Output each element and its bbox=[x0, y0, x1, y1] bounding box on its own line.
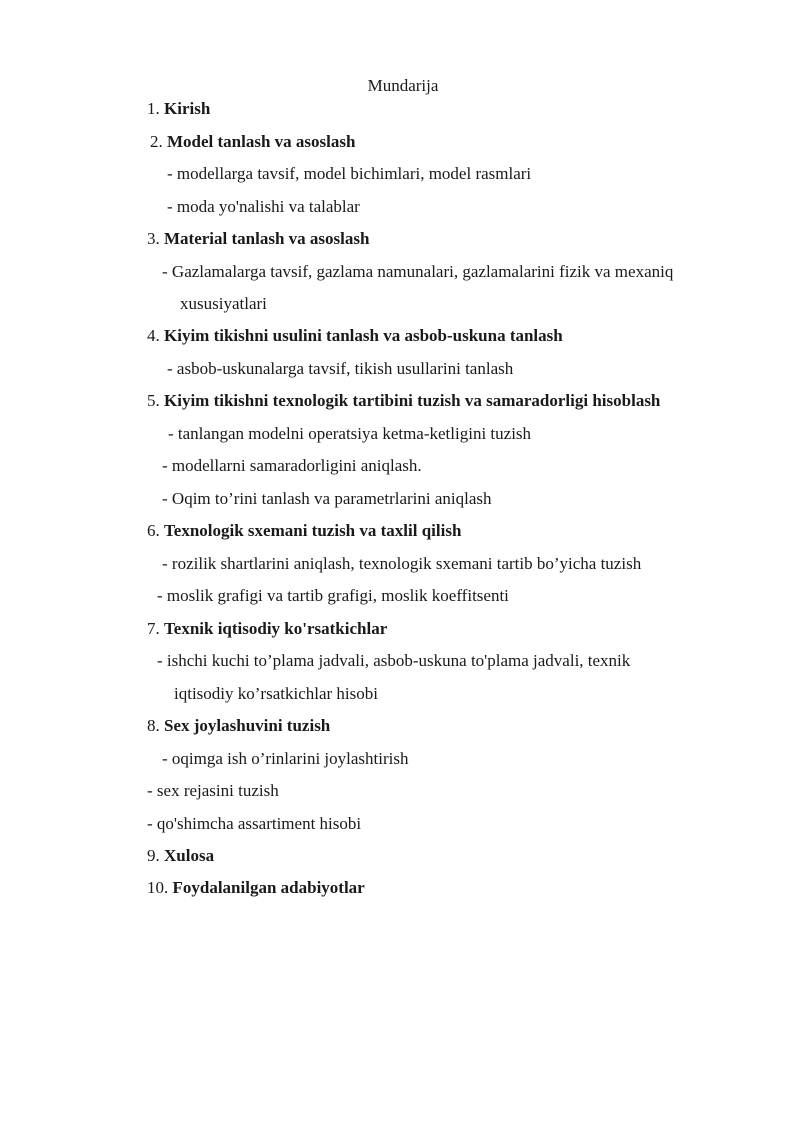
toc-subitem bbox=[167, 196, 360, 218]
toc-number: 8. bbox=[147, 716, 164, 735]
toc-subitem bbox=[157, 650, 630, 672]
toc-number: 1. bbox=[147, 99, 164, 118]
toc-text: - sex rejasini tuzish bbox=[147, 781, 279, 800]
toc-number: 6. bbox=[147, 521, 164, 540]
toc-number: 3. bbox=[147, 229, 164, 248]
toc-section bbox=[147, 228, 369, 250]
toc-text: Kiyim tikishni usulini tanlash va asbob-uskuna tanlash bbox=[164, 326, 563, 345]
toc-text: Material tanlash va asoslash bbox=[164, 229, 370, 248]
toc-subitem bbox=[167, 358, 513, 380]
toc-subitem bbox=[174, 683, 378, 705]
toc-subitem bbox=[162, 261, 673, 283]
toc-subitem bbox=[180, 293, 267, 315]
toc-text: - oqimga ish o’rinlarini joylashtirish bbox=[162, 749, 409, 768]
toc-section bbox=[147, 520, 461, 542]
toc-number: 10. bbox=[147, 878, 173, 897]
toc-text: iqtisodiy ko’rsatkichlar hisobi bbox=[174, 684, 378, 703]
toc-text: - Oqim to’rini tanlash va parametrlarini aniqlash bbox=[162, 489, 492, 508]
toc-subitem bbox=[147, 780, 279, 802]
toc-section bbox=[147, 98, 210, 120]
toc-text: - modellarga tavsif, model bichimlari, model rasmlari bbox=[167, 164, 532, 183]
toc-text: - modellarni samaradorligini aniqlash. bbox=[162, 456, 422, 475]
toc-text: Foydalanilgan adabiyotlar bbox=[172, 878, 365, 897]
toc-text: - tanlangan modelni operatsiya ketma-ketligini tuzish bbox=[168, 424, 532, 443]
toc-text: - rozilik shartlarini aniqlash, texnologik sxemani tartib bo’yicha tuzish bbox=[162, 554, 642, 573]
toc-text: - moda yo'nalishi va talablar bbox=[167, 197, 360, 216]
toc-text: Xulosa bbox=[164, 846, 215, 865]
toc-subitem bbox=[162, 488, 492, 510]
toc-section bbox=[147, 715, 330, 737]
toc-section bbox=[147, 325, 563, 347]
toc-subitem bbox=[162, 553, 641, 575]
toc-text: Sex joylashuvini tuzish bbox=[164, 716, 331, 735]
toc-text: Model tanlash va asoslash bbox=[167, 132, 356, 151]
toc-text: Kirish bbox=[164, 99, 211, 118]
toc-text: Texnik iqtisodiy ko'rsatkichlar bbox=[164, 619, 388, 638]
toc-text: xususiyatlari bbox=[180, 294, 267, 313]
toc-subitem bbox=[162, 748, 408, 770]
toc-number: 4. bbox=[147, 326, 164, 345]
toc-subitem bbox=[157, 585, 509, 607]
toc-text: Texnologik sxemani tuzish va taxlil qilish bbox=[164, 521, 462, 540]
toc-text: - qo'shimcha assartiment hisobi bbox=[147, 814, 362, 833]
toc-text: - ishchi kuchi to’plama jadvali, asbob-uskuna to'plama jadvali, texnik bbox=[157, 651, 631, 670]
toc-text: Kiyim tikishni texnologik tartibini tuzish va samaradorligi hisoblash bbox=[164, 391, 661, 410]
toc-number: 9. bbox=[147, 846, 164, 865]
toc-number: 2. bbox=[150, 132, 167, 151]
toc-text: - moslik grafigi va tartib grafigi, moslik koeffitsenti bbox=[157, 586, 509, 605]
toc-text: - asbob-uskunalarga tavsif, tikish usullarini tanlash bbox=[167, 359, 514, 378]
toc-section bbox=[150, 131, 355, 153]
toc-section bbox=[147, 845, 214, 867]
toc-section bbox=[147, 618, 387, 640]
toc-number: 7. bbox=[147, 619, 164, 638]
toc-number: 5. bbox=[147, 391, 164, 410]
toc-subitem bbox=[168, 423, 531, 445]
toc-subitem bbox=[162, 455, 422, 477]
toc-text: - Gazlamalarga tavsif, gazlama namunalari, gazlamalarini fizik va mexaniq bbox=[162, 262, 674, 281]
toc-subitem bbox=[147, 813, 361, 835]
page-title: Mundarija bbox=[367, 76, 439, 95]
toc-section bbox=[147, 390, 660, 412]
toc-section bbox=[147, 877, 365, 899]
toc-subitem bbox=[167, 163, 531, 185]
